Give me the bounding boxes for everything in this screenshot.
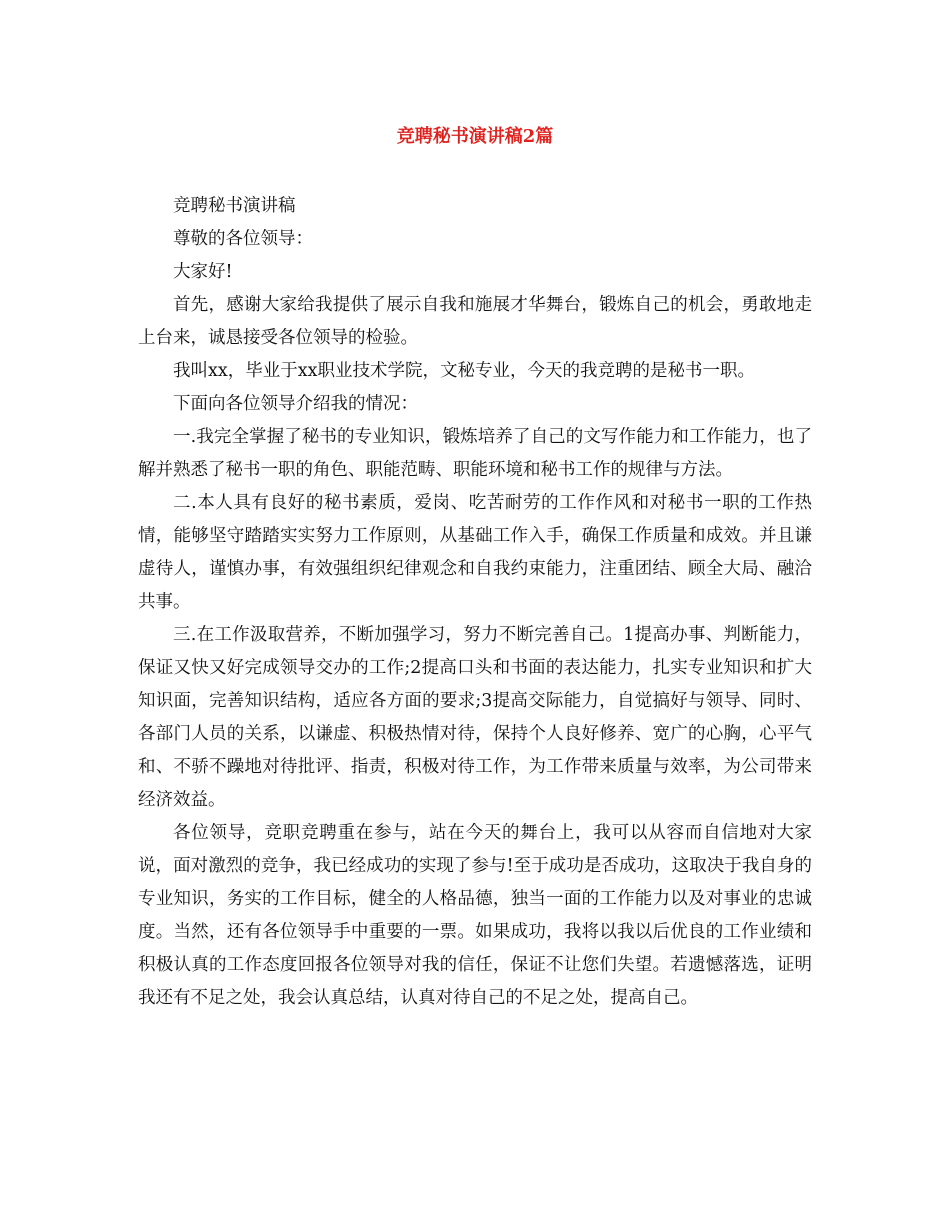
paragraph: 三.在工作汲取营养，不断加强学习，努力不断完善自己。1提高办事、判断能力，保证又快又好完成领导交办的工作;2提高口头和书面的表达能力，扎实专业知识和扩大知识面，完善知识结构，适应各方面的要求;3提高交际能力，自觉搞好与领导、同时、各部门人员的关系，以谦虚、积极热情对待，保持个人良好修养、宽广的心胸，心平气和、不骄不躁地对待批评、指责，积极对待工作，为工作带来质量与效率，为公司带来经济效益。 [138, 625, 812, 810]
paragraph: 首先，感谢大家给我提供了展示自我和施展才华舞台，锻炼自己的机会，勇敢地走上台来，诚恳接受各位领导的检验。 [138, 295, 812, 348]
paragraph: 竞聘秘书演讲稿 [173, 196, 296, 216]
paragraph: 下面向各位领导介绍我的情况： [173, 394, 418, 414]
paragraph: 大家好! [173, 262, 233, 282]
paragraph: 我叫xx，毕业于xx职业技术学院，文秘专业，今天的我竞聘的是秘书一职。 [173, 361, 755, 381]
document-body [138, 190, 812, 1015]
paragraph: 一.我完全掌握了秘书的专业知识，锻炼培养了自己的文写作能力和工作能力，也了解并熟悉了秘书一职的角色、职能范畴、职能环境和秘书工作的规律与方法。 [138, 427, 812, 480]
paragraph: 各位领导，竞职竞聘重在参与，站在今天的舞台上，我可以从容而自信地对大家说，面对激烈的竞争，我已经成功的实现了参与!至于成功是否成功，这取决于我自身的专业知识，务实的工作目标，健全的人格品德，独当一面的工作能力以及对事业的忠诚度。当然，还有各位领导手中重要的一票。如果成功，我将以我以后优良的工作业绩和积极认真的工作态度回报各位领导对我的信任，保证不让您们失望。若遗憾落选，证明我还有不足之处，我会认真总结，认真对待自己的不足之处，提高自己。 [138, 823, 812, 1008]
paragraph: 二.本人具有良好的秘书素质，爱岗、吃苦耐劳的工作作风和对秘书一职的工作热情，能够坚守踏踏实实努力工作原则，从基础工作入手，确保工作质量和成效。并且谦虚待人，谨慎办事，有效强组织纪律观念和自我约束能力，注重团结、顾全大局、融洽共事。 [138, 493, 812, 612]
paragraph: 尊敬的各位领导： [173, 229, 313, 249]
document-title: 竞聘秘书演讲稿2篇 [396, 126, 554, 147]
